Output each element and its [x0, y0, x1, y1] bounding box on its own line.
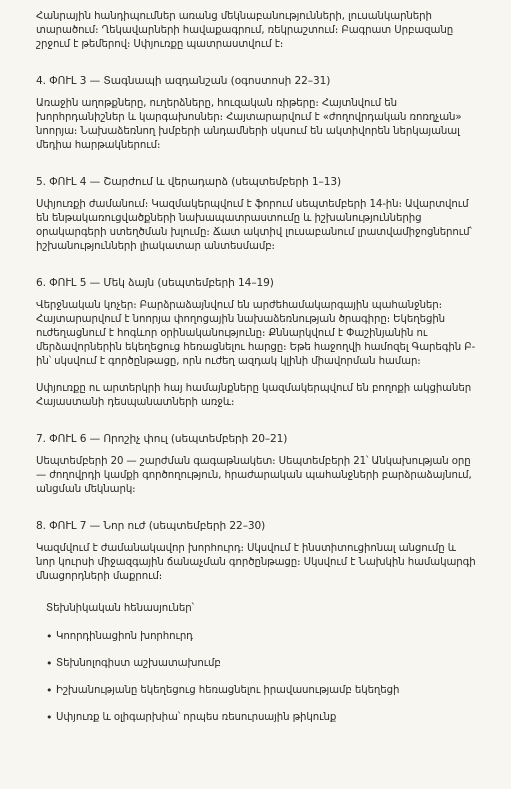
list-item-text: Կոորդինացիոն խորհուրդ	[56, 631, 193, 642]
list-item-text: Սփյուռք և օլիգարխիա՝ որպես ռեսուրսային թիկունք	[56, 712, 337, 723]
section-paragraph: Առաջին աղոթքները, ուղերձները, հուզական ռիթերը։ Հայտնվում են խորհրդանիշներ և կարգախոսներ։ Հայտարարվում է «ժողովրդական ռոռղչան» նոորյա։ Նախաձեռնող խմբերի անդամների սկսում են ակտիվորեն ներկայանալ մեդիա հարթակներում։	[36, 98, 462, 151]
section-heading: 6. ՓՈՒԼ 5 — Մեկ ձայն (սեպտեմբերի 14–19)	[36, 277, 274, 289]
list-item	[46, 657, 477, 671]
section-paragraph: Կազմվում է ժամանակավոր խորհուրդ։ Սկսվում է ինստիտուցիոնալ անցումը և նոր կուրսի միջազգային ճանաչման գործընթացը։ Սկսվում է Նախկին համակարգի մնացորդների մաքրում։	[36, 543, 476, 582]
section-heading: 7. ՓՈՒԼ 6 — Որոշիչ փուլ (սեպտեմբերի 20–21)	[36, 433, 288, 445]
section-phase-3	[36, 74, 477, 153]
section-paragraph: Սեպտեմբերի 20 — շարժման գագաթնակետ։ Սեպտեմբերի 21՝ Անկախության օրը — ժողովրդի կամքի գործողություն, հրաժարական պահանջների բարձրաձայնում, անցման մեկնարկ։	[36, 456, 472, 495]
bullet-icon: •	[46, 630, 53, 643]
list-item	[46, 630, 477, 644]
bullet-icon: •	[46, 657, 53, 670]
section-heading: 4. ՓՈՒԼ 3 — Տագնապի ազդանշան (օգոստոսի 22–31)	[36, 75, 331, 87]
section-paragraph: Վերջնական կոչեր։ Բարձրաձայնվում են արժեհամակարգային պահանջներ։ Հայտարարվում է նոորյա փողոցային նախաձեռնության ծրագիրը։ Եկեղեցին ուժեղացնում է հոգևոր օրինականությունը։ Քննարկվում է Փաշինյանին ու մերձավորներին եկեղեցուց հեռացնելու հարցը։ Եթե հաջողվի համոզել Գարեգին Բ-ին՝ սկսվում է գործընթացը, որն ուժեղ ազդակ կլինի միավորման համար։	[36, 300, 476, 367]
section-phase-7	[36, 519, 477, 584]
section-phase-5	[36, 276, 477, 410]
technical-pillars-title: Տեխնիկական հենասյուներ՝	[46, 603, 194, 614]
technical-pillars-list	[36, 630, 477, 725]
section-heading: 8. ՓՈՒԼ 7 — Նոր ուժ (սեպտեմբերի 22–30)	[36, 520, 266, 532]
section-phase-4	[36, 175, 477, 254]
intro-paragraph: Հանրային հանդիպումներ առանց մեկնաբանությունների, լուսանկարների տարածում։ Ղեկավարների հավաքագրում, ռեկրաշտում։ Բագրատ Սրբազանը շրջում է թեմերով։ Սփյուռքը պատրաստվում է։	[36, 11, 454, 50]
list-item-text: Տեխնոլոգիստ աշխատախումբ	[56, 658, 221, 669]
list-item	[46, 711, 477, 725]
bullet-icon: •	[46, 711, 53, 724]
section-paragraph: Սփյուռքի ժամանում։ Կազմակերպվում է ֆորում սեպտեմբերի 14-ին։ Ավարտվում են ենթակառուցվածքների նախապատրաստումը և իշխանություններից օրակարգերի ստեղծման խլումը։ Ճատ ակտիվ լուսաբանում լրատվամիջոցներում՝ իշխանությունների լիակատար անտեսմամբ։	[36, 199, 472, 252]
section-phase-6	[36, 432, 477, 497]
bullet-icon: •	[46, 684, 53, 697]
list-item	[46, 684, 477, 698]
section-paragraph: Սփյուռքը ու արտերկրի հայ համայնքները կազմակերպվում են բողոքի ակցիաներ Հայաստանի դեսպանատների առջև։	[36, 383, 472, 408]
section-heading: 5. ՓՈՒԼ 4 — Շարժում և վերադարձ (սեպտեմբերի 1–13)	[36, 176, 342, 188]
list-item-text: Իշխանությանը եկեղեցուց հեռացնելու իրավասությամբ եկեղեցի	[56, 685, 400, 696]
